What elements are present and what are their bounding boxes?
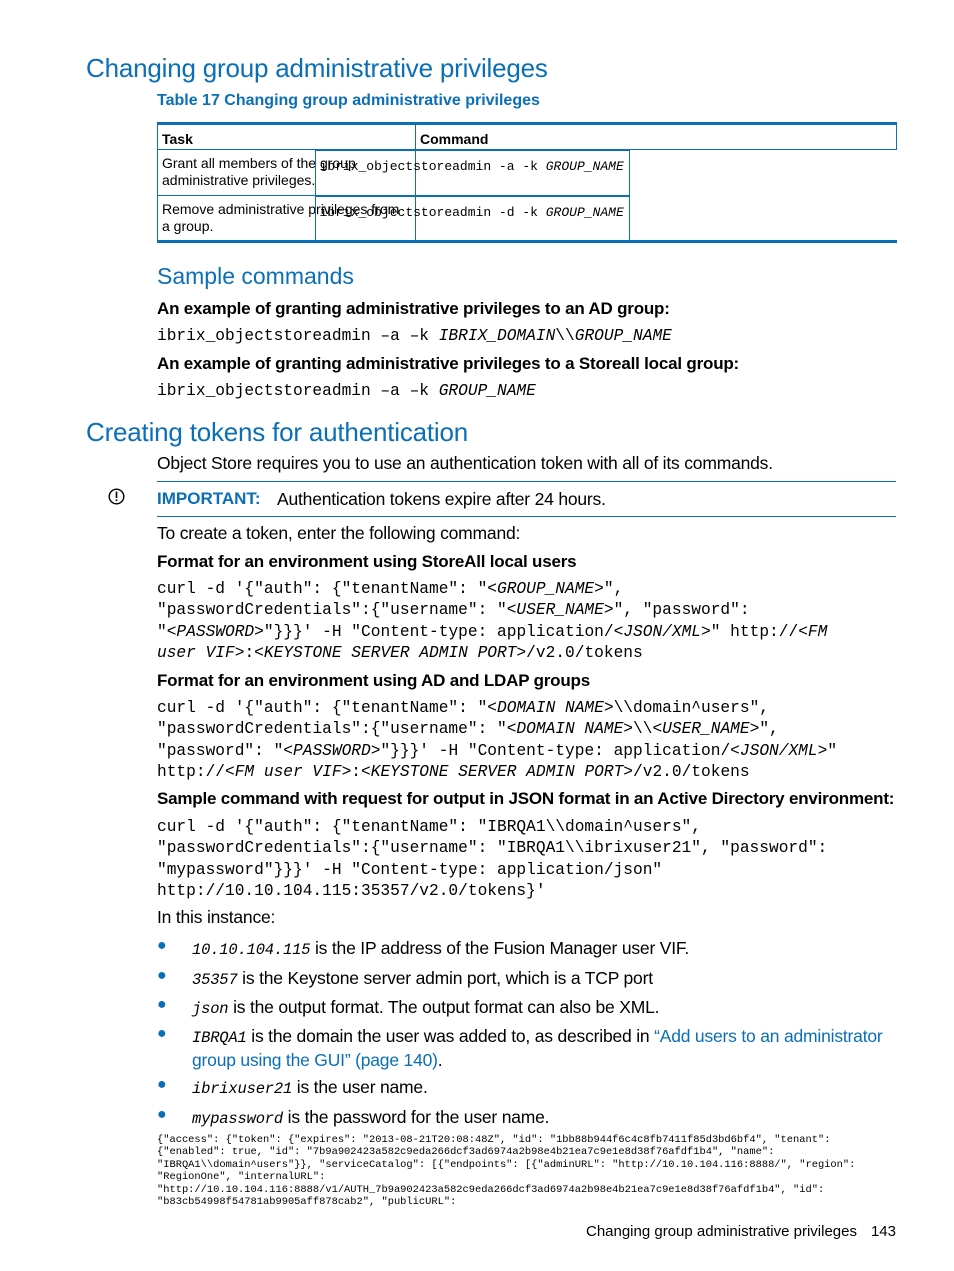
- section-heading-creating-tokens: Creating tokens for authentication: [86, 417, 468, 447]
- tokens-intro: Object Store requires you to use an authentication token with all of its commands.: [157, 453, 773, 473]
- create-token-text: To create a token, enter the following command:: [157, 523, 521, 543]
- bullet-code: ibrixuser21: [192, 1080, 293, 1098]
- instance-intro: In this instance:: [157, 907, 276, 927]
- command-text: ibrix_objectstoreadmin -a -k: [319, 159, 546, 174]
- bullet-text: is the domain the user was added to, as described in: [246, 1026, 655, 1046]
- bullet-icon: ●: [157, 1025, 167, 1042]
- table-header-row: [158, 124, 897, 150]
- important-label: IMPORTANT:: [157, 489, 261, 508]
- page-number: 143: [870, 1223, 896, 1240]
- bullet-icon: ●: [157, 967, 167, 984]
- command-variable: GROUP_NAME: [574, 327, 672, 345]
- bullet-text: is the user name.: [292, 1077, 428, 1097]
- bullet-code: json: [192, 1000, 229, 1018]
- command-text: ibrix_objectstoreadmin –a –k: [157, 382, 439, 400]
- bullet-text: is the password for the user name.: [283, 1107, 550, 1127]
- bullet-text: .: [437, 1050, 443, 1070]
- cross-reference-link[interactable]: “Add users to an administrator group using the GUI” (page 140): [192, 1026, 883, 1070]
- command-text: \\: [555, 327, 575, 345]
- important-text: Authentication tokens expire after 24 hours.: [277, 489, 606, 509]
- local-format-label: Format for an environment using StoreAll local users: [157, 552, 577, 571]
- important-top-rule: [157, 481, 896, 482]
- bullet-text: is the Keystone server admin port, which is a TCP port: [237, 968, 653, 988]
- table-cell-task: Grant all members of the group administrative privileges.: [158, 150, 416, 196]
- ad-format-command: curl -d '{"auth": {"tenantName": "<DOMAIN NAME>\\domain^users", "passwordCredentials":{"username": "<DOMAIN NAME>\\<USER_NAME>", "password": "<PASSWORD>"}}}' -H "Content-type: application/<JSON/XML>" http://<FM user VIF>:<KEYSTONE SERVER ADMIN PORT>/v2.0/tokens: [157, 699, 838, 781]
- page-footer: [586, 1223, 896, 1240]
- ad-group-example-command: [157, 326, 672, 347]
- command-text: ibrix_objectstoreadmin –a –k: [157, 327, 439, 345]
- bullet-code: 10.10.104.115: [192, 941, 311, 959]
- table-row: [158, 150, 897, 196]
- bullet-text: is the output format. The output format can also be XML.: [228, 997, 660, 1017]
- bullet-code: mypassword: [192, 1110, 284, 1128]
- table-header-task: Task: [158, 124, 416, 150]
- table-header-command: Command: [416, 124, 897, 150]
- table-cell-task: Remove administrative privileges from a group.: [158, 196, 416, 242]
- bullet-code: IBRQA1: [192, 1029, 247, 1047]
- table-caption: Table 17 Changing group administrative privileges: [157, 92, 540, 109]
- bullet-text: is the IP address of the Fusion Manager user VIF.: [310, 938, 690, 958]
- ad-group-example-label: An example of granting administrative privileges to an AD group:: [157, 299, 670, 318]
- command-variable: GROUP_NAME: [438, 382, 536, 400]
- bullet-code: 35357: [192, 971, 238, 989]
- bullet-icon: ●: [157, 996, 167, 1013]
- sample-commands-heading: Sample commands: [157, 263, 354, 289]
- command-variable: GROUP_NAME: [545, 159, 624, 174]
- bullet-icon: ●: [157, 937, 167, 954]
- local-format-command: curl -d '{"auth": {"tenantName": "<GROUP_NAME>", "passwordCredentials":{"username": "<USER_NAME>", "password": "<PASSWORD>"}}}' -H "Content-type: application/<JSON/XML>" http://<FM user VIF>:<KEYSTONE SERVER ADMIN PORT>/v2.0/tokens: [157, 580, 828, 662]
- section-heading-changing-privileges: Changing group administrative privileges: [86, 53, 548, 83]
- bullet-icon: ●: [157, 1076, 167, 1093]
- json-sample-label: Sample command with request for output in JSON format in an Active Directory environment:: [157, 789, 895, 808]
- local-group-example-command: [157, 381, 536, 402]
- command-variable: GROUP_NAME: [545, 204, 624, 220]
- json-output-sample: {"access": {"token": {"expires": "2013-08-21T20:08:48Z", "id": "1bb88b944f6c4c8fb7411f85d3bd6bf4", "tenant": {"enabled": true, "id": "7b9a902423a582c9eda266dcf3ad6974a2b98e4b21ea7c9e1e8d38f76afdf1b4", "name": "IBRQA1\\domain^users"}}, "serviceCatalog": [{"endpoints": [{"adminURL": "http://10.10.104.116:8888/", "region": "RegionOne", "internalURL": "http://10.10.104.116:8888/v1/AUTH_7b9a902423a582c9eda266dcf3ad6974a2b98e4b21ea7c9e1e8d38f76afdf1b4", "id": "b83cb54998f54781ab9905aff878cab2", "publicURL":: [157, 1134, 856, 1209]
- command-text: ibrix_objectstoreadmin -d -k: [319, 204, 546, 220]
- footer-title: Changing group administrative privileges: [585, 1223, 857, 1240]
- table-cell-command: [315, 196, 630, 242]
- command-variable: IBRIX_DOMAIN: [438, 327, 556, 345]
- bullet-icon: ●: [157, 1106, 167, 1123]
- local-group-example-label: An example of granting administrative privileges to a Storeall local group:: [157, 354, 740, 373]
- important-icon: [108, 488, 125, 505]
- table-row: [158, 196, 897, 242]
- ad-format-label: Format for an environment using AD and LDAP groups: [157, 671, 590, 690]
- json-sample-command: curl -d '{"auth": {"tenantName": "IBRQA1\\domain^users", "passwordCredentials":{"username": "IBRQA1\\ibrixuser21", "password": "mypassword"}}}' -H "Content-type: application/json" http://10.10.104.115:35357/v2.0/tokens}': [157, 818, 828, 900]
- privileges-table: [157, 122, 897, 243]
- table-cell-command: [315, 150, 630, 196]
- important-bottom-rule: [157, 516, 896, 517]
